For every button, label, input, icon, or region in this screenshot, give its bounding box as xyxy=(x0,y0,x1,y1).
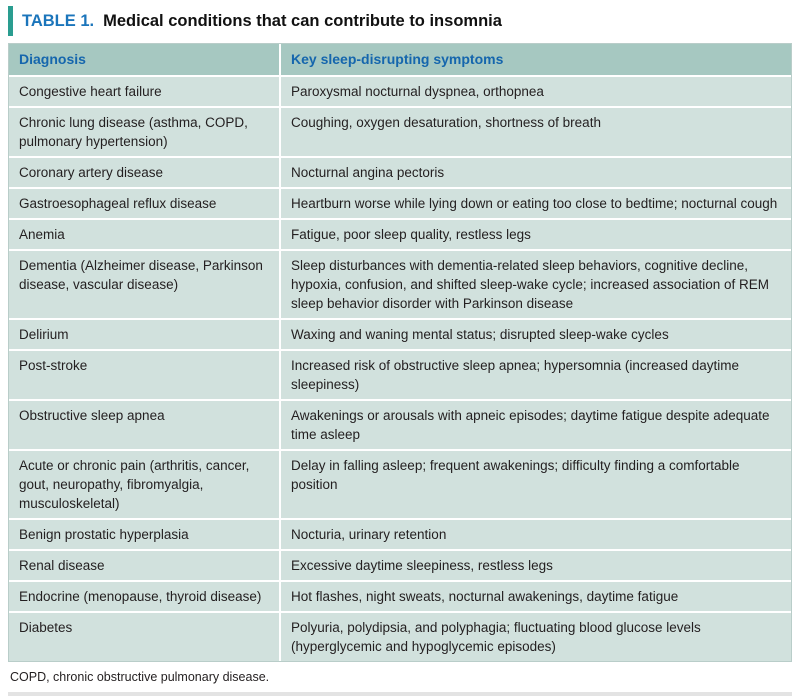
diagnosis-cell: Renal disease xyxy=(9,551,279,580)
table-footnote: COPD, chronic obstructive pulmonary disease. xyxy=(10,670,270,684)
diagnosis-cell: Coronary artery disease xyxy=(9,158,279,187)
symptoms-cell: Nocturia, urinary retention xyxy=(281,520,791,549)
symptoms-cell: Sleep disturbances with dementia-related sleep behaviors, cognitive decline, hypoxia, confusion, and shifted sleep-wake cycle; increased association of REM sleep behavior disorder with Parkinson disease xyxy=(281,251,791,318)
column-header-diagnosis: Diagnosis xyxy=(9,44,279,75)
symptoms-cell: Fatigue, poor sleep quality, restless legs xyxy=(281,220,791,249)
table-title-text: Medical conditions that can contribute to insomnia xyxy=(103,11,502,30)
symptoms-cell: Delay in falling asleep; frequent awakenings; difficulty finding a comfortable position xyxy=(281,451,791,518)
table-row xyxy=(9,582,791,611)
symptoms-cell: Polyuria, polydipsia, and polyphagia; fluctuating blood glucose levels (hyperglycemic and hypoglycemic episodes) xyxy=(281,613,791,661)
diagnosis-cell: Acute or chronic pain (arthritis, cancer, gout, neuropathy, fibromyalgia, musculoskeletal) xyxy=(9,451,279,518)
table-row xyxy=(9,613,791,661)
table-row xyxy=(9,320,791,349)
diagnosis-cell: Benign prostatic hyperplasia xyxy=(9,520,279,549)
symptoms-cell: Waxing and waning mental status; disrupted sleep-wake cycles xyxy=(281,320,791,349)
table-row xyxy=(9,189,791,218)
table-row xyxy=(9,451,791,518)
symptoms-cell: Nocturnal angina pectoris xyxy=(281,158,791,187)
diagnosis-cell: Congestive heart failure xyxy=(9,77,279,106)
table-row xyxy=(9,520,791,549)
medical-conditions-table xyxy=(8,43,792,662)
table-title-bar xyxy=(8,6,792,36)
table-row xyxy=(9,401,791,449)
diagnosis-cell: Post-stroke xyxy=(9,351,279,399)
title-accent-bar xyxy=(8,6,13,36)
table-header-row xyxy=(9,44,791,75)
column-header-symptoms: Key sleep-disrupting symptoms xyxy=(281,44,791,75)
table-row xyxy=(9,251,791,318)
table-row xyxy=(9,108,791,156)
symptoms-cell: Paroxysmal nocturnal dyspnea, orthopnea xyxy=(281,77,791,106)
diagnosis-cell: Diabetes xyxy=(9,613,279,661)
diagnosis-cell: Endocrine (menopause, thyroid disease) xyxy=(9,582,279,611)
diagnosis-cell: Delirium xyxy=(9,320,279,349)
table-row xyxy=(9,551,791,580)
diagnosis-cell: Anemia xyxy=(9,220,279,249)
diagnosis-cell: Obstructive sleep apnea xyxy=(9,401,279,449)
diagnosis-cell: Chronic lung disease (asthma, COPD, pulmonary hypertension) xyxy=(9,108,279,156)
diagnosis-cell: Dementia (Alzheimer disease, Parkinson disease, vascular disease) xyxy=(9,251,279,318)
symptoms-cell: Awakenings or arousals with apneic episodes; daytime fatigue despite adequate time asleep xyxy=(281,401,791,449)
table-row xyxy=(9,351,791,399)
table-number-label: TABLE 1. xyxy=(22,11,95,30)
symptoms-cell: Excessive daytime sleepiness, restless legs xyxy=(281,551,791,580)
diagnosis-cell: Gastroesophageal reflux disease xyxy=(9,189,279,218)
bottom-divider xyxy=(8,692,792,696)
table-row xyxy=(9,220,791,249)
table-row xyxy=(9,158,791,187)
table-row xyxy=(9,77,791,106)
symptoms-cell: Heartburn worse while lying down or eating too close to bedtime; nocturnal cough xyxy=(281,189,791,218)
symptoms-cell: Hot flashes, night sweats, nocturnal awakenings, daytime fatigue xyxy=(281,582,791,611)
symptoms-cell: Coughing, oxygen desaturation, shortness of breath xyxy=(281,108,791,156)
symptoms-cell: Increased risk of obstructive sleep apnea; hypersomnia (increased daytime sleepiness) xyxy=(281,351,791,399)
